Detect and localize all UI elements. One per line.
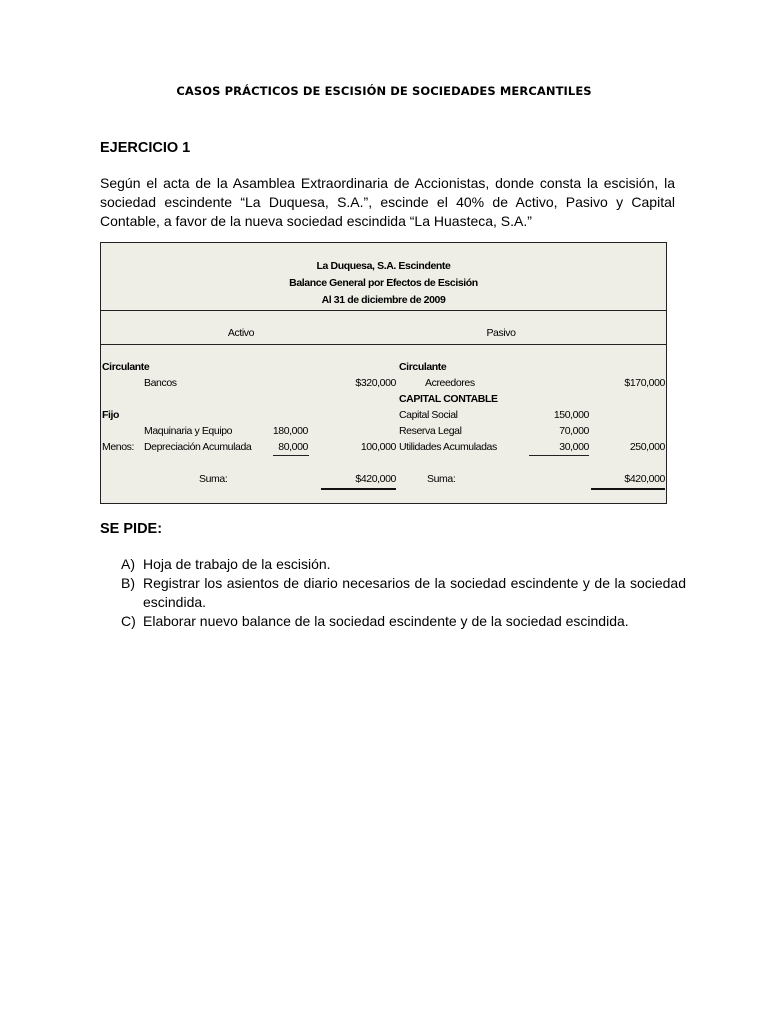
list-item-letter: B) bbox=[121, 575, 135, 591]
utilidades-label: Utilidades Acumuladas bbox=[399, 441, 497, 453]
capital-social-label: Capital Social bbox=[399, 409, 458, 421]
liabilities-current-label: Circulante bbox=[399, 361, 447, 373]
list-item-letter: C) bbox=[121, 613, 136, 629]
header-divider bbox=[101, 310, 666, 311]
menos-label: Menos: bbox=[102, 441, 135, 453]
maquinaria-label: Maquinaria y Equipo bbox=[144, 425, 233, 437]
list-item-letter: A) bbox=[121, 556, 135, 572]
equity-total-value: 250,000 bbox=[629, 441, 665, 453]
assets-sum-underline bbox=[321, 488, 396, 490]
bancos-value: $320,000 bbox=[355, 377, 396, 389]
assets-fixed-label: Fijo bbox=[102, 409, 120, 421]
list-item-text: Hoja de trabajo de la escisión. bbox=[143, 556, 331, 572]
balance-company: La Duquesa, S.A. Escindente bbox=[316, 260, 451, 272]
column-header-divider bbox=[101, 344, 666, 345]
intro-paragraph: Según el acta de la Asamblea Extraordinaria de Accionistas, donde consta la escisión, la sociedad escindente “La Duquesa, S.A.”, escinde el 40% de Activo, Pasivo y Capital Contable, a favor de la nueva sociedad escindida “La Huasteca, S.A.” bbox=[100, 175, 675, 229]
capital-social-value: 150,000 bbox=[553, 409, 589, 421]
requirements-heading: SE PIDE: bbox=[100, 521, 163, 537]
assets-sum-label: Suma: bbox=[199, 473, 228, 485]
assets-current-label: Circulante bbox=[102, 361, 150, 373]
bancos-label: Bancos bbox=[144, 377, 177, 389]
utilidades-value: 30,000 bbox=[559, 441, 589, 453]
liabilities-sum-value: $420,000 bbox=[624, 473, 665, 485]
assets-sum-value: $420,000 bbox=[355, 473, 396, 485]
list-item bbox=[121, 555, 686, 574]
net-fixed-value: 100,000 bbox=[360, 441, 396, 453]
list-item bbox=[121, 574, 686, 612]
depreciacion-label: Depreciación Acumulada bbox=[144, 441, 252, 453]
assets-header: Activo bbox=[227, 327, 255, 339]
utilidades-underline bbox=[529, 455, 589, 456]
balance-sheet bbox=[100, 242, 667, 504]
list-item-text: Elaborar nuevo balance de la sociedad escindente y de la sociedad escindida. bbox=[143, 613, 629, 629]
depreciacion-underline bbox=[273, 455, 309, 456]
page-title: CASOS PRÁCTICOS DE ESCISIÓN DE SOCIEDADES MERCANTILES bbox=[176, 84, 592, 98]
acreedores-value: $170,000 bbox=[624, 377, 665, 389]
balance-date: Al 31 de diciembre de 2009 bbox=[321, 294, 446, 306]
acreedores-label: Acreedores bbox=[425, 377, 475, 389]
reserva-label: Reserva Legal bbox=[399, 425, 462, 437]
liabilities-header: Pasivo bbox=[486, 327, 516, 339]
liabilities-sum-underline bbox=[591, 488, 665, 490]
reserva-value: 70,000 bbox=[559, 425, 589, 437]
liabilities-sum-label: Suma: bbox=[427, 473, 456, 485]
list-item-text: Registrar los asientos de diario necesarios de la sociedad escindente y de la sociedad escindida. bbox=[143, 575, 686, 610]
balance-statement: Balance General por Efectos de Escisión bbox=[289, 277, 478, 289]
exercise-title: EJERCICIO 1 bbox=[100, 140, 191, 156]
equity-label: CAPITAL CONTABLE bbox=[399, 393, 498, 405]
depreciacion-value: 80,000 bbox=[278, 441, 308, 453]
requirements-list bbox=[121, 555, 686, 631]
maquinaria-value: 180,000 bbox=[272, 425, 308, 437]
list-item bbox=[121, 612, 686, 631]
